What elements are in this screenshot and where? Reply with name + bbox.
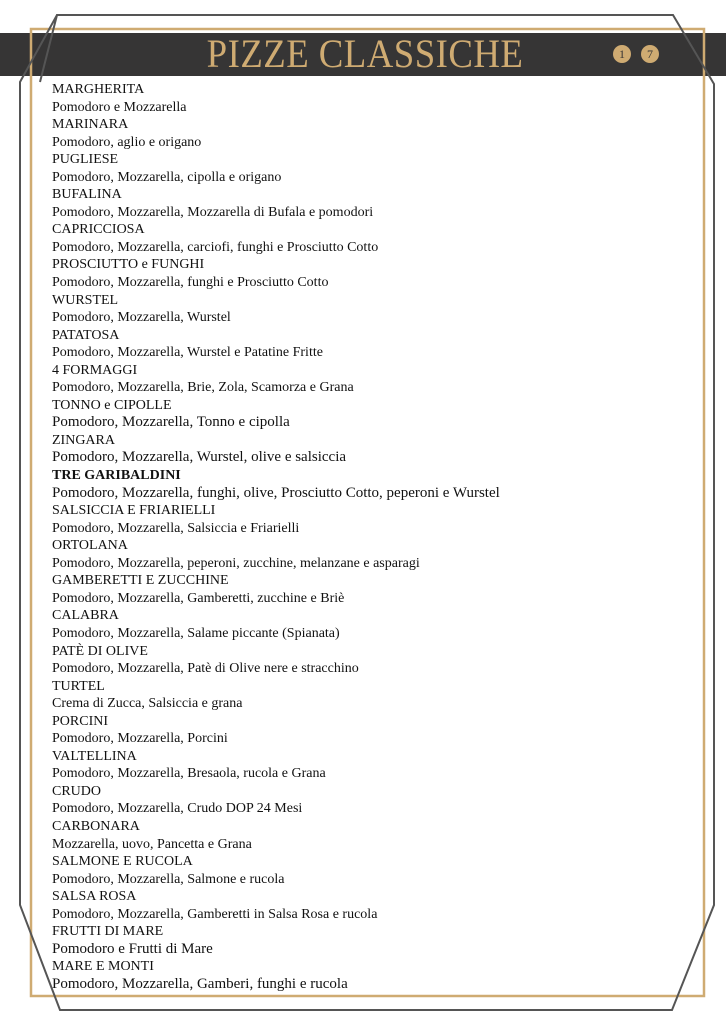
pizza-ingredients: Pomodoro, Mozzarella, Mozzarella di Bufala e pomodori	[52, 204, 374, 220]
pizza-ingredients: Pomodoro, Mozzarella, Salmone e rucola	[52, 871, 285, 887]
pizza-ingredients: Pomodoro, Mozzarella, Salsiccia e Friarielli	[52, 520, 300, 536]
pizza-name: MARINARA	[52, 117, 129, 133]
pizza-name: PATÈ DI OLIVE	[52, 643, 148, 659]
pizza-name: CALABRA	[52, 608, 119, 624]
pizza-name: GAMBERETTI E ZUCCHINE	[52, 573, 229, 589]
pizza-ingredients: Pomodoro, Mozzarella, Salame piccante (Spianata)	[52, 625, 340, 641]
pizza-name: TURTEL	[52, 678, 105, 694]
pizza-ingredients: Pomodoro, Mozzarella, Crudo DOP 24 Mesi	[52, 801, 303, 817]
pizza-ingredients: Mozzarella, uovo, Pancetta e Grana	[52, 836, 252, 852]
pizza-name: SALSICCIA E FRIARIELLI	[52, 503, 216, 519]
pizza-ingredients: Pomodoro, Mozzarella, Wurstel e Patatine Fritte	[52, 345, 323, 361]
pizza-ingredients: Pomodoro, Mozzarella, carciofi, funghi e Prosciutto Cotto	[52, 239, 379, 255]
pizza-list	[52, 81, 500, 993]
pizza-name: PUGLIESE	[52, 152, 119, 168]
pizza-name: TRE GARIBALDINI	[52, 468, 181, 484]
pizza-name: 4 FORMAGGI	[52, 362, 138, 378]
pizza-name: CRUDO	[52, 783, 102, 799]
pizza-ingredients: Pomodoro, Mozzarella, Wurstel	[52, 310, 231, 326]
pizza-ingredients: Pomodoro, Mozzarella, Wurstel, olive e salsiccia	[52, 449, 347, 466]
pizza-ingredients: Pomodoro, Mozzarella, funghi, olive, Prosciutto Cotto, peperoni e Wurstel	[52, 484, 500, 501]
pizza-name: VALTELLINA	[52, 748, 137, 764]
pizza-name: PROSCIUTTO e FUNGHI	[52, 257, 205, 273]
pizza-name: PORCINI	[52, 713, 109, 729]
pizza-ingredients: Pomodoro, aglio e origano	[52, 134, 202, 150]
pizza-ingredients: Pomodoro, Mozzarella, Brie, Zola, Scamorza e Grana	[52, 380, 354, 396]
pizza-ingredients: Pomodoro, Mozzarella, Gamberetti in Salsa Rosa e rucola	[52, 906, 378, 922]
pizza-name: MARGHERITA	[52, 82, 145, 97]
pizza-name: ORTOLANA	[52, 538, 128, 554]
pizza-name: PATATOSA	[52, 327, 120, 343]
pizza-ingredients: Pomodoro, Mozzarella, cipolla e origano	[52, 169, 282, 185]
pizza-ingredients: Pomodoro, Mozzarella, Gamberetti, zucchine e Briè	[52, 590, 345, 606]
pizza-name: MARE E MONTI	[52, 959, 154, 975]
pizza-ingredients: Crema di Zucca, Salsiccia e grana	[52, 696, 243, 712]
pizza-name: TONNO e CIPOLLE	[52, 397, 172, 413]
pizza-name: CAPRICCIOSA	[52, 222, 145, 238]
pizza-ingredients: Pomodoro, Mozzarella, funghi e Prosciutto Cotto	[52, 275, 329, 291]
pizza-ingredients: Pomodoro e Frutti di Mare	[52, 940, 213, 957]
page-badge-2: 7	[641, 45, 659, 63]
page-badge-1: 1	[613, 45, 631, 63]
page-title: PIZZE CLASSICHE	[206, 31, 524, 76]
pizza-name: SALSA ROSA	[52, 889, 137, 905]
pizza-name: FRUTTI DI MARE	[52, 924, 164, 940]
pizza-ingredients: Pomodoro, Mozzarella, Porcini	[52, 731, 228, 747]
pizza-ingredients: Pomodoro, Mozzarella, Bresaola, rucola e Grana	[52, 766, 326, 782]
pizza-ingredients: Pomodoro e Mozzarella	[52, 99, 187, 115]
pizza-ingredients: Pomodoro, Mozzarella, Tonno e cipolla	[52, 414, 290, 431]
pizza-name: SALMONE E RUCOLA	[52, 854, 193, 870]
pizza-name: WURSTEL	[52, 292, 119, 308]
pizza-ingredients: Pomodoro, Mozzarella, peperoni, zucchine, melanzane e asparagi	[52, 555, 420, 571]
pizza-name: CARBONARA	[52, 818, 140, 834]
pizza-name: ZINGARA	[52, 432, 115, 448]
pizza-ingredients: Pomodoro, Mozzarella, Patè di Olive nere e stracchino	[52, 661, 359, 677]
pizza-ingredients: Pomodoro, Mozzarella, Gamberi, funghi e rucola	[52, 975, 348, 992]
pizza-name: BUFALINA	[52, 187, 122, 203]
